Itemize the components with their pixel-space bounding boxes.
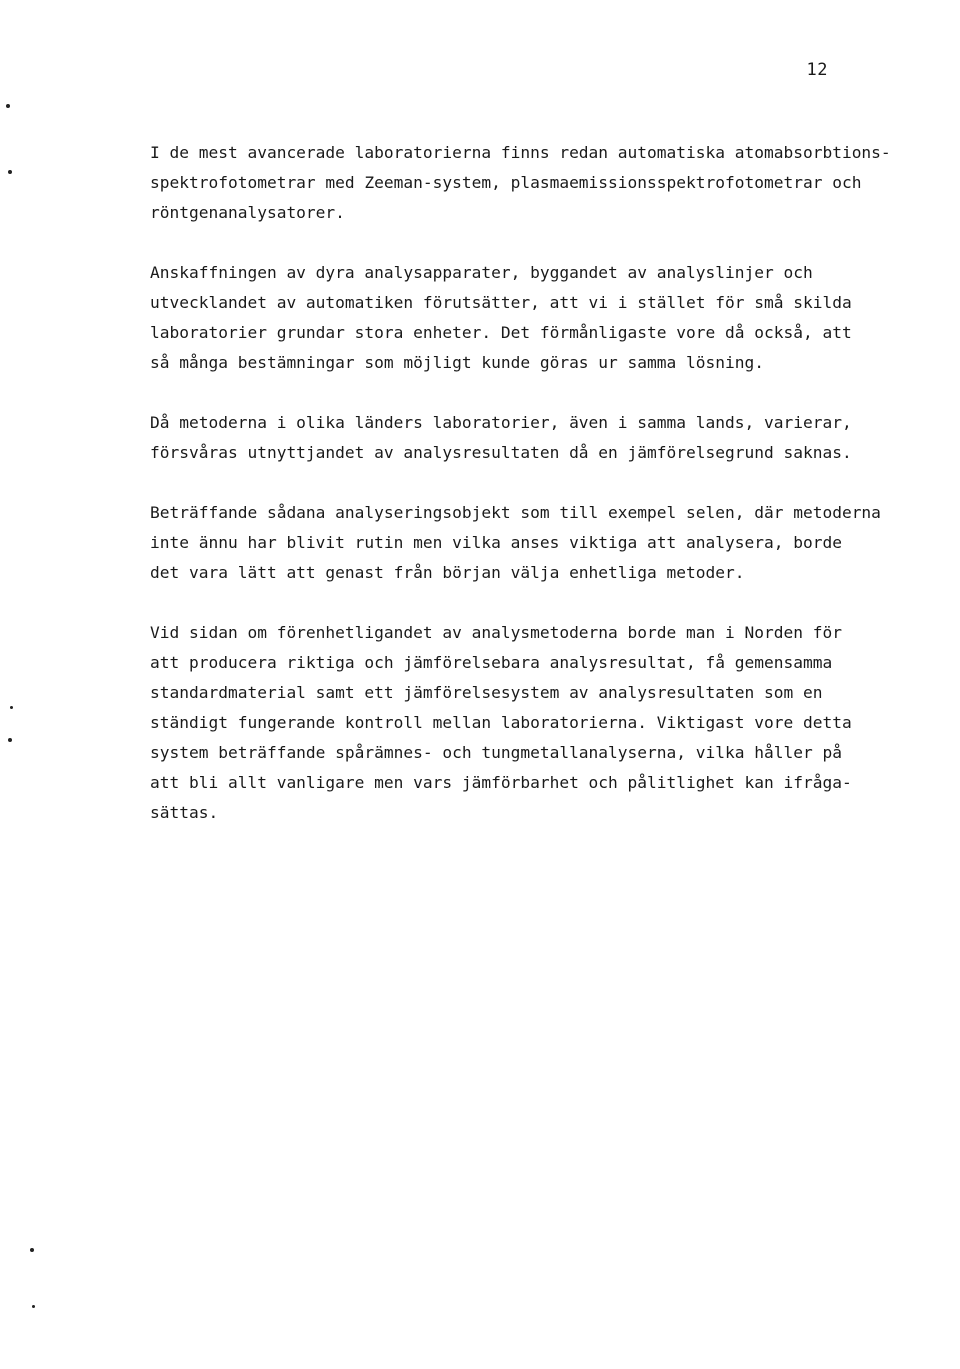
text-line: laboratorier grundar stora enheter. Det förmånligaste vore då också, att [150, 323, 852, 342]
text-line: system beträffande spårämnes- och tungmetallanalyserna, vilka håller på [150, 743, 842, 762]
scan-speck [8, 170, 12, 174]
scan-speck [8, 738, 12, 742]
text-line: Vid sidan om förenhetligandet av analysmetoderna borde man i Norden för [150, 623, 842, 642]
text-line: ständigt fungerande kontroll mellan laboratorierna. Viktigast vore detta [150, 713, 852, 732]
text-line: Då metoderna i olika länders laboratorier, även i samma lands, varierar, [150, 413, 852, 432]
paragraph-3 [150, 408, 910, 468]
text-line: så många bestämningar som möjligt kunde göras ur samma lösning. [150, 353, 764, 372]
text-line: att producera riktiga och jämförelsebara analysresultat, få gemensamma [150, 653, 833, 672]
paragraph-4 [150, 498, 910, 588]
text-line: sättas. [150, 803, 219, 822]
text-line: försvåras utnyttjandet av analysresultaten då en jämförelsegrund saknas. [150, 443, 852, 462]
scan-speck [32, 1305, 35, 1308]
scan-speck [6, 104, 10, 108]
text-line: att bli allt vanligare men vars jämförbarhet och pålitlighet kan ifråga- [150, 773, 852, 792]
paragraph-2 [150, 258, 910, 378]
page-number: 12 [806, 60, 828, 80]
text-line: utvecklandet av automatiken förutsätter, att vi i stället för små skilda [150, 293, 852, 312]
text-line: Anskaffningen av dyra analysapparater, byggandet av analyslinjer och [150, 263, 813, 282]
text-line: spektrofotometrar med Zeeman-system, plasmaemissionsspektrofotometrar och [150, 173, 862, 192]
body-text [150, 138, 910, 858]
text-line: I de mest avancerade laboratorierna finns redan automatiska atomabsorbtions- [150, 143, 891, 162]
scan-speck [30, 1248, 34, 1252]
text-line: Beträffande sådana analyseringsobjekt som till exempel selen, där metoderna [150, 503, 881, 522]
text-line: inte ännu har blivit rutin men vilka anses viktiga att analysera, borde [150, 533, 842, 552]
paragraph-5 [150, 618, 910, 828]
text-line: det vara lätt att genast från början välja enhetliga metoder. [150, 563, 745, 582]
text-line: röntgenanalysatorer. [150, 203, 345, 222]
text-line: standardmaterial samt ett jämförelsesystem av analysresultaten som en [150, 683, 823, 702]
paragraph-1 [150, 138, 910, 228]
scan-speck [10, 706, 13, 709]
